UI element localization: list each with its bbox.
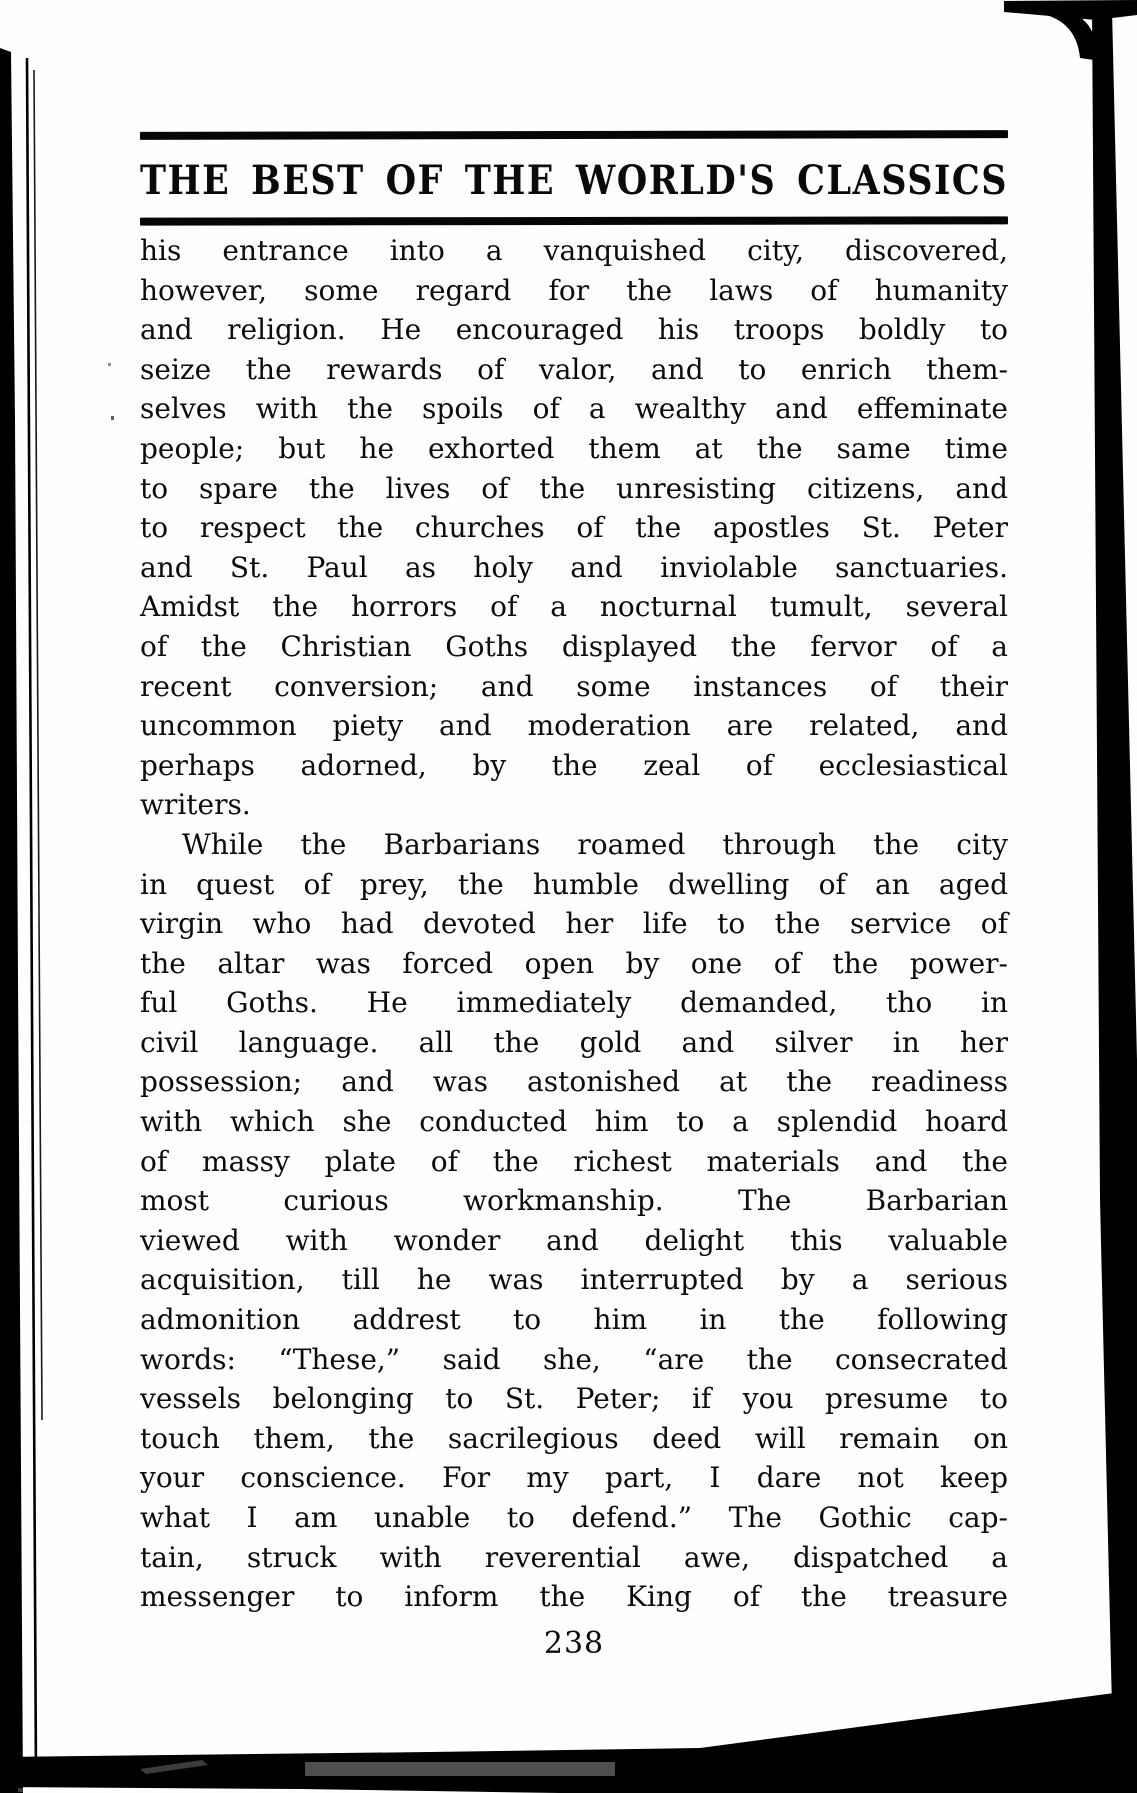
text-line: messenger to inform the King of the treasure bbox=[140, 1580, 1008, 1614]
text-line: most curious workmanship. The Barbarian bbox=[140, 1184, 1008, 1218]
text-line: tain, struck with reverential awe, dispatched a bbox=[140, 1540, 1008, 1574]
text-line: virgin who had devoted her life to the service of bbox=[140, 907, 1008, 941]
text-line: writers. bbox=[140, 788, 251, 822]
text-line: of massy plate of the richest materials and the bbox=[140, 1144, 1008, 1178]
text-line: with which she conducted him to a splendid hoard bbox=[140, 1105, 1008, 1139]
text-line: the altar was forced open by one of the power- bbox=[140, 946, 1008, 980]
text-line: and religion. He encouraged his troops boldly to bbox=[140, 313, 1008, 347]
left-binding-line-2 bbox=[34, 70, 42, 1420]
text-line: uncommon piety and moderation are related, and bbox=[140, 709, 1008, 743]
left-margin-dot bbox=[108, 363, 111, 366]
text-line: selves with the spoils of a wealthy and effeminate bbox=[140, 392, 1008, 426]
text-line: people; but he exhorted them at the same time bbox=[140, 431, 1008, 465]
text-line: vessels belonging to St. Peter; if you presume to bbox=[140, 1382, 1008, 1416]
text-line: words: “These,” said she, “are the consecrated bbox=[140, 1342, 1008, 1376]
top-right-shadow bbox=[1004, 0, 1137, 20]
text-line: Amidst the horrors of a nocturnal tumult, several bbox=[140, 590, 1008, 624]
margin-speck bbox=[111, 416, 114, 420]
text-line: however, some regard for the laws of humanity bbox=[140, 273, 1008, 307]
text-line: While the Barbarians roamed through the city bbox=[182, 827, 1008, 861]
left-binding-shadow bbox=[0, 48, 23, 1793]
text-line: acquisition, till he was interrupted by a serious bbox=[140, 1263, 1008, 1297]
body-text bbox=[140, 231, 1008, 1617]
text-line: to respect the churches of the apostles St. Peter bbox=[140, 511, 1008, 545]
text-line: touch them, the sacrilegious deed will remain on bbox=[140, 1421, 1008, 1455]
text-column bbox=[140, 0, 1008, 1793]
text-line: what I am unable to defend.” The Gothic cap- bbox=[140, 1501, 1008, 1534]
text-line: in quest of prey, the humble dwelling of an aged bbox=[140, 867, 1008, 901]
page-number: 238 bbox=[543, 1626, 605, 1661]
text-line: viewed with wonder and delight this valuable bbox=[140, 1223, 1008, 1257]
text-line: and St. Paul as holy and inviolable sanctuaries. bbox=[140, 550, 1008, 584]
bottom-left-speck bbox=[18, 1788, 23, 1792]
running-head-title: THE BEST OF THE WORLD'S CLASSICS bbox=[140, 157, 1008, 205]
text-line: of the Christian Goths displayed the fervor of a bbox=[140, 629, 1008, 663]
header-rule-bottom bbox=[140, 216, 1008, 225]
header-rule-top bbox=[140, 130, 1008, 140]
text-line: recent conversion; and some instances of their bbox=[140, 669, 1008, 703]
text-line: admonition addrest to him in the following bbox=[140, 1303, 1008, 1337]
text-line: your conscience. For my part, I dare not keep bbox=[140, 1461, 1008, 1495]
right-edge-shadow bbox=[1092, 8, 1137, 1793]
text-line: to spare the lives of the unresisting citizens, and bbox=[140, 471, 1008, 505]
text-line: civil language. all the gold and silver in her bbox=[140, 1025, 1008, 1059]
left-binding-line-1 bbox=[27, 58, 36, 1780]
top-right-curl bbox=[1030, 4, 1094, 60]
text-line: his entrance into a vanquished city, discovered, bbox=[140, 234, 1008, 267]
text-line: possession; and was astonished at the readiness bbox=[140, 1065, 1008, 1099]
text-line: ful Goths. He immediately demanded, tho in bbox=[140, 986, 1008, 1020]
text-line: perhaps adorned, by the zeal of ecclesiastical bbox=[140, 748, 1008, 782]
text-line: seize the rewards of valor, and to enrich them- bbox=[140, 352, 1008, 386]
